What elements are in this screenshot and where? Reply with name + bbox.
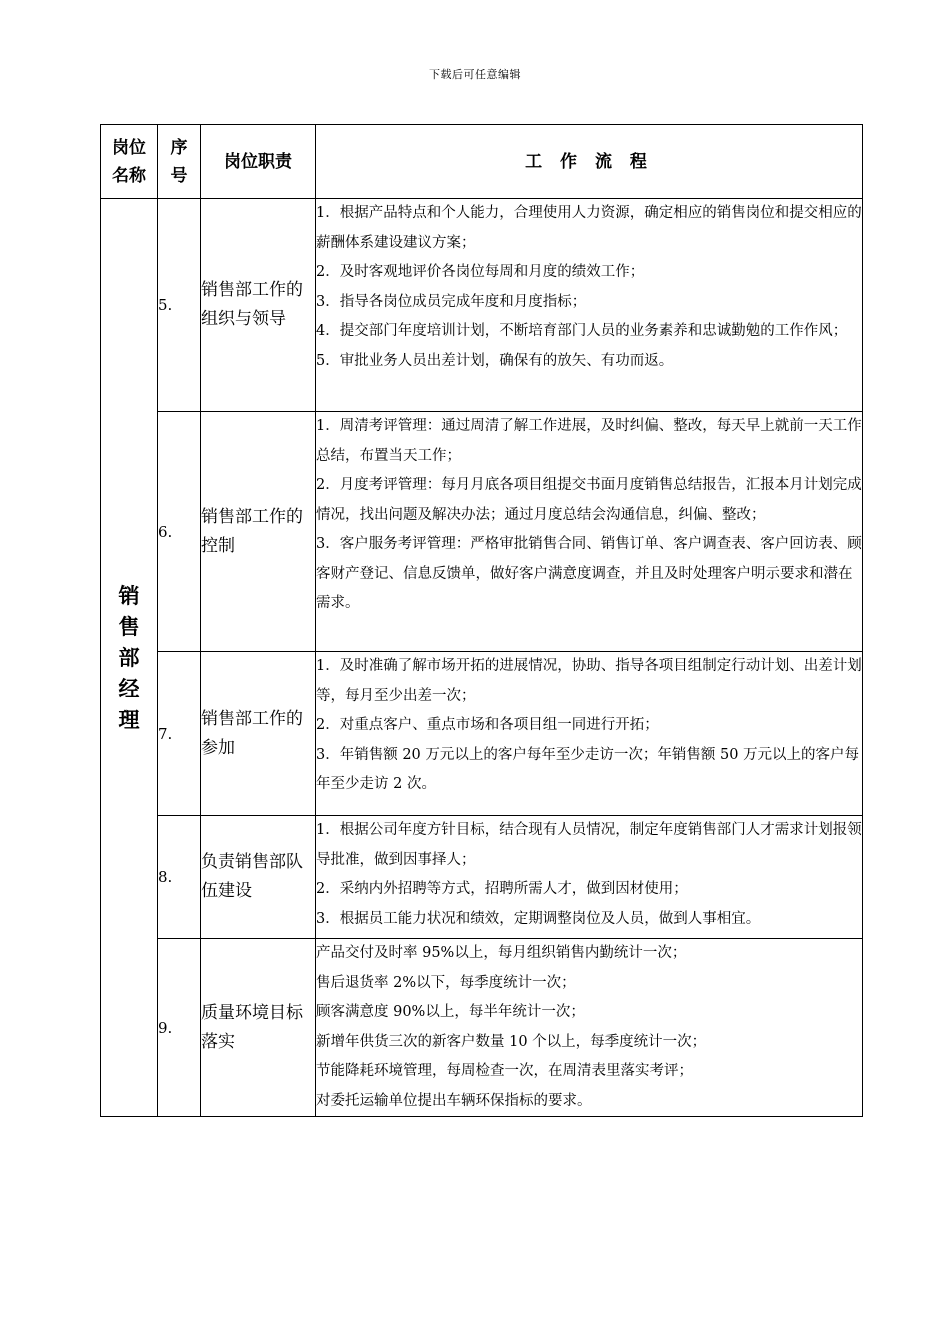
seq-cell: 9. xyxy=(158,939,201,1117)
seq-cell: 8. xyxy=(158,816,201,939)
table-header-row xyxy=(101,125,863,199)
flow-line: 3．客户服务考评管理：严格审批销售合同、销售订单、客户调查表、客户回访表、顾客财产登记、信息反馈单，做好客户满意度调查，并且及时处理客户明示要求和潜在需求。 xyxy=(316,536,862,611)
flow-cell xyxy=(316,652,863,816)
flow-cell xyxy=(316,939,863,1117)
table-row xyxy=(101,816,863,939)
table-row xyxy=(101,412,863,652)
header-duty: 岗位职责 xyxy=(201,125,316,199)
flow-line: 售后退货率 2%以下，每季度统计一次； xyxy=(316,974,576,991)
duty-cell: 销售部工作的控制 xyxy=(201,412,316,652)
flow-cell xyxy=(316,412,863,652)
duty-cell: 质量环境目标落实 xyxy=(201,939,316,1117)
flow-cell xyxy=(316,816,863,939)
header-position-name: 岗位名称 xyxy=(101,125,158,199)
flow-line: 节能降耗环境管理，每周检查一次，在周清表里落实考评； xyxy=(316,1063,693,1079)
flow-line: 2．及时客观地评价各岗位每周和月度的绩效工作； xyxy=(316,264,645,280)
flow-line: 顾客满意度 90%以上，每半年统计一次； xyxy=(316,1004,585,1020)
flow-line: 新增年供货三次的新客户数量 10 个以上，每季度统计一次； xyxy=(316,1033,707,1050)
flow-line: 1．周清考评管理：通过周清了解工作进展，及时纠偏、整改，每天早上就前一天工作总结，布置当天工作； xyxy=(316,418,862,464)
seq-cell: 6. xyxy=(158,412,201,652)
table-row xyxy=(101,652,863,816)
flow-line: 2．月度考评管理：每月月底各项目组提交书面月度销售总结报告，汇报本月计划完成情况，找出问题及解决办法；通过月度总结会沟通信息，纠偏、整改； xyxy=(316,477,862,523)
seq-cell: 5. xyxy=(158,199,201,412)
table-row xyxy=(101,939,863,1117)
flow-cell xyxy=(316,199,863,412)
flow-line: 4．提交部门年度培训计划，不断培育部门人员的业务素养和忠诚勤勉的工作作风； xyxy=(316,323,848,339)
position-name: 销售部经理 xyxy=(118,583,140,732)
header-note: 下载后可任意编辑 xyxy=(429,68,521,81)
duty-cell: 销售部工作的组织与领导 xyxy=(201,199,316,412)
table-row xyxy=(101,199,863,412)
flow-line: 3．年销售额 20 万元以上的客户每年至少走访一次；年销售额 50 万元以上的客户每年至少走访 2 次。 xyxy=(316,746,860,792)
flow-line: 2．采纳内外招聘等方式，招聘所需人才，做到因材使用； xyxy=(316,881,688,897)
seq-cell: 7. xyxy=(158,652,201,816)
duty-cell: 负责销售部队伍建设 xyxy=(201,816,316,939)
job-responsibility-table xyxy=(100,124,863,1117)
header-seq: 序号 xyxy=(158,125,201,199)
duty-cell: 销售部工作的参加 xyxy=(201,652,316,816)
flow-line: 对委托运输单位提出车辆环保指标的要求。 xyxy=(316,1092,592,1109)
flow-line: 5．审批业务人员出差计划，确保有的放矢、有功而返。 xyxy=(316,352,674,369)
header-flow: 工 作 流 程 xyxy=(316,125,863,199)
flow-line: 3．根据员工能力状况和绩效，定期调整岗位及人员，做到人事相宜。 xyxy=(316,910,761,927)
flow-line: 1．根据产品特点和个人能力，合理使用人力资源，确定相应的销售岗位和提交相应的薪酬体系建设建议方案； xyxy=(316,205,862,251)
flow-line: 2．对重点客户、重点市场和各项目组一同进行开拓； xyxy=(316,717,659,733)
position-name-cell xyxy=(101,199,158,1117)
flow-line: 3．指导各岗位成员完成年度和月度指标； xyxy=(316,293,587,310)
flow-line: 1．根据公司年度方针目标，结合现有人员情况，制定年度销售部门人才需求计划报领导批准，做到因事择人； xyxy=(316,822,862,868)
flow-line: 1．及时准确了解市场开拓的进展情况，协助、指导各项目组制定行动计划、出差计划等，每月至少出差一次； xyxy=(316,658,862,704)
flow-line: 产品交付及时率 95%以上，每月组织销售内勤统计一次； xyxy=(316,945,687,961)
